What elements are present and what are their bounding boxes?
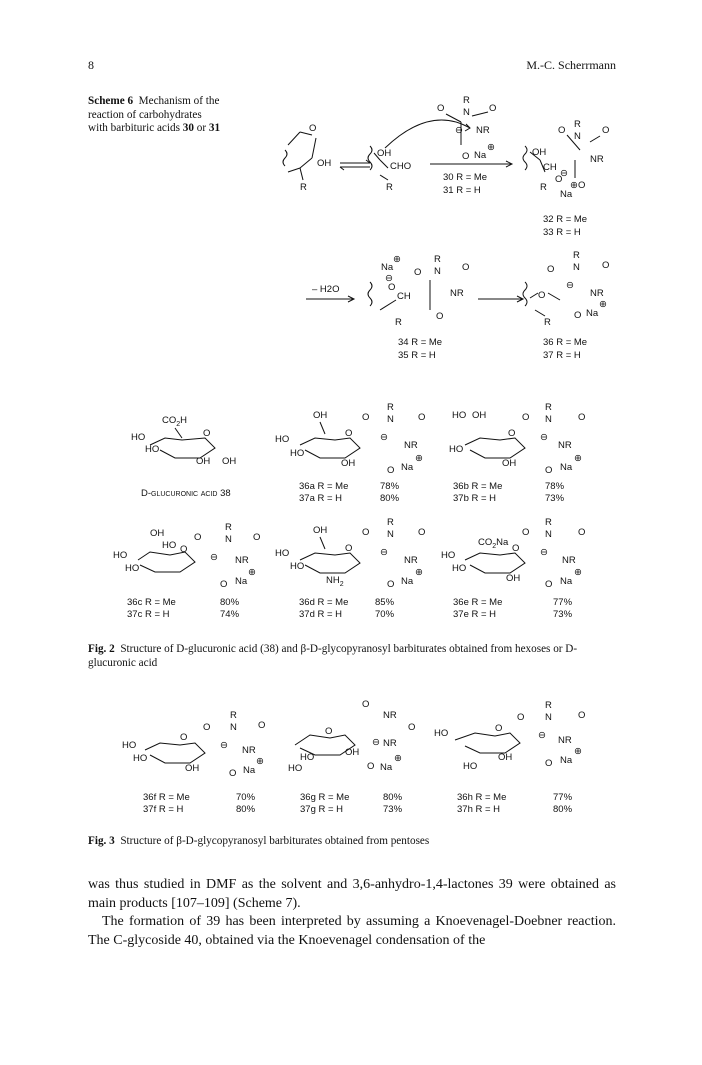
svg-text:NR: NR bbox=[383, 738, 397, 749]
svg-text:O: O bbox=[418, 412, 426, 423]
svg-text:R: R bbox=[434, 254, 441, 265]
svg-text:O: O bbox=[538, 290, 546, 301]
barbiturate-36f-structure bbox=[122, 710, 265, 779]
compound-36h-yield: 77% bbox=[553, 792, 573, 803]
svg-text:N: N bbox=[574, 131, 581, 142]
svg-text:CO2H: $CO_2H$ bbox=[162, 415, 188, 428]
svg-text:CO2Na: $CO_2Na$ bbox=[478, 537, 509, 550]
equilibrium-arrow bbox=[340, 160, 370, 163]
barbiturate-36h-structure bbox=[434, 700, 585, 772]
svg-text:⊕: ⊕ bbox=[487, 142, 495, 153]
intermediate-35-label: 35 R = H bbox=[398, 350, 436, 361]
svg-text:O: O bbox=[180, 544, 188, 555]
barbiturate-36e-structure bbox=[441, 517, 585, 590]
svg-text:OH: OH bbox=[313, 410, 328, 421]
svg-text:NR: NR bbox=[590, 154, 604, 165]
svg-text:HO: HO bbox=[275, 548, 290, 559]
scheme6-caption-line3: with barbituric acids bbox=[88, 122, 183, 134]
compound-36h-code: 36h R = Me bbox=[457, 792, 507, 803]
compound-37c-yield: 74% bbox=[220, 609, 240, 620]
svg-text:HO: HO bbox=[113, 550, 128, 561]
barbiturate-36c-structure bbox=[113, 522, 260, 590]
svg-text:R: R bbox=[545, 402, 552, 413]
scheme6-num1: 30 bbox=[182, 122, 194, 134]
svg-text:HO: HO bbox=[288, 763, 303, 774]
svg-text:⊕: ⊕ bbox=[570, 180, 578, 191]
svg-text:R: R bbox=[300, 182, 307, 193]
svg-text:O: O bbox=[367, 761, 375, 772]
svg-text:R: R bbox=[387, 517, 394, 528]
svg-text:R: R bbox=[544, 317, 551, 328]
svg-text:O: O bbox=[437, 103, 445, 114]
svg-text:NR: NR bbox=[404, 555, 418, 566]
svg-text:HO: HO bbox=[131, 432, 146, 443]
svg-text:OH: OH bbox=[502, 458, 517, 469]
svg-text:HO: HO bbox=[300, 752, 315, 763]
svg-text:HO: HO bbox=[434, 728, 449, 739]
svg-text:O: O bbox=[517, 712, 525, 723]
compound-37b-code: 37b R = H bbox=[453, 493, 497, 504]
fig2-caption: Structure of D-glucuronic acid (38) and β-D-glycopyranosyl barbiturates obtained from hexoses or D-glucuronic acid bbox=[88, 643, 578, 669]
svg-text:Na: Na bbox=[235, 576, 248, 587]
svg-text:O: O bbox=[180, 732, 188, 743]
svg-text:⊕: ⊕ bbox=[599, 299, 607, 310]
svg-text:⊖: ⊖ bbox=[210, 552, 218, 563]
svg-text:O: O bbox=[545, 758, 553, 769]
svg-text:O: O bbox=[545, 579, 553, 590]
dehydration-label: – H2O bbox=[312, 284, 340, 295]
svg-text:N: N bbox=[545, 414, 552, 425]
svg-text:Na: Na bbox=[243, 765, 256, 776]
svg-text:Na: Na bbox=[474, 150, 487, 161]
svg-text:NH2: $NH_2$ bbox=[326, 575, 344, 588]
svg-text:O: O bbox=[547, 264, 555, 275]
compound-36a-yield: 78% bbox=[380, 481, 400, 492]
svg-text:O: O bbox=[555, 174, 563, 185]
svg-text:OH: OH bbox=[222, 456, 237, 467]
compound-37g-code: 37g R = H bbox=[300, 804, 344, 815]
svg-text:OH: OH bbox=[377, 148, 392, 159]
svg-text:CHO: CHO bbox=[390, 161, 412, 172]
svg-text:R: R bbox=[225, 522, 232, 533]
svg-text:NR: NR bbox=[235, 555, 249, 566]
svg-text:HO: HO bbox=[463, 761, 478, 772]
compound-37c-code: 37c R = H bbox=[127, 609, 170, 620]
svg-text:OH: OH bbox=[317, 158, 332, 169]
compound-36f-yield: 70% bbox=[236, 792, 256, 803]
svg-text:O: O bbox=[578, 710, 586, 721]
svg-text:R: R bbox=[573, 250, 580, 261]
svg-text:O: O bbox=[362, 699, 370, 710]
running-author: M.-C. Scherrmann bbox=[526, 58, 616, 72]
svg-text:O: O bbox=[253, 532, 261, 543]
scheme6-hemiacetal-structure bbox=[283, 123, 331, 193]
barbiturate-36d-structure bbox=[275, 517, 425, 590]
svg-text:O: O bbox=[578, 180, 586, 191]
svg-text:R: R bbox=[545, 700, 552, 711]
svg-text:OH: OH bbox=[472, 410, 487, 421]
product-36-37-structure bbox=[523, 250, 609, 328]
svg-text:⊕: ⊕ bbox=[256, 756, 264, 767]
product-32-label: 32 R = Me bbox=[543, 214, 588, 225]
svg-text:OH: OH bbox=[498, 752, 513, 763]
svg-text:⊖: ⊖ bbox=[560, 168, 568, 179]
svg-text:O: O bbox=[574, 310, 582, 321]
adduct-32-33-structure bbox=[523, 119, 609, 200]
glucuronic-acid-label: D-glucuronic acid 38 bbox=[141, 488, 231, 499]
svg-text:Na: Na bbox=[401, 576, 414, 587]
svg-text:NR: NR bbox=[558, 440, 572, 451]
svg-text:O: O bbox=[462, 151, 470, 162]
scheme6-caption-line1: Mechanism of the bbox=[138, 95, 220, 107]
svg-text:O: O bbox=[418, 527, 426, 538]
intermediate-34-label: 34 R = Me bbox=[398, 337, 443, 348]
compound-36g-code: 36g R = Me bbox=[300, 792, 350, 803]
svg-text:O: O bbox=[512, 543, 520, 554]
compound-36b-yield: 78% bbox=[545, 481, 565, 492]
svg-text:R: R bbox=[395, 317, 402, 328]
svg-text:R: R bbox=[545, 517, 552, 528]
svg-text:R: R bbox=[387, 402, 394, 413]
svg-text:O: O bbox=[495, 723, 503, 734]
compound-36a-code: 36a R = Me bbox=[299, 481, 349, 492]
svg-text:R: R bbox=[574, 119, 581, 130]
svg-text:HO: HO bbox=[452, 410, 467, 421]
svg-text:N: N bbox=[463, 107, 470, 118]
svg-text:O: O bbox=[414, 267, 422, 278]
svg-text:OH: OH bbox=[150, 528, 165, 539]
glucuronic-acid-structure bbox=[131, 415, 236, 467]
svg-text:N: N bbox=[545, 529, 552, 540]
svg-text:O: O bbox=[362, 412, 370, 423]
svg-text:HO: HO bbox=[162, 540, 177, 551]
barbiturate-36b-structure bbox=[449, 402, 585, 476]
svg-text:O: O bbox=[362, 527, 370, 538]
fig2-caption-block bbox=[88, 643, 616, 670]
svg-text:N: N bbox=[225, 534, 232, 545]
svg-text:O: O bbox=[522, 412, 530, 423]
svg-text:O: O bbox=[387, 465, 395, 476]
svg-text:O: O bbox=[203, 428, 211, 439]
svg-text:N: N bbox=[573, 262, 580, 273]
svg-text:HO: HO bbox=[145, 444, 160, 455]
svg-text:⊕: ⊕ bbox=[415, 567, 423, 578]
svg-text:R: R bbox=[386, 182, 393, 193]
svg-text:HO: HO bbox=[452, 563, 467, 574]
svg-text:O: O bbox=[578, 527, 586, 538]
svg-text:⊕: ⊕ bbox=[574, 746, 582, 757]
compound-36f-code: 36f R = Me bbox=[143, 792, 190, 803]
svg-text:O: O bbox=[602, 125, 610, 136]
svg-text:Na: Na bbox=[381, 262, 394, 273]
scheme6-title: Scheme 6 bbox=[88, 95, 134, 107]
svg-text:⊕: ⊕ bbox=[415, 453, 423, 464]
svg-text:O: O bbox=[462, 262, 470, 273]
svg-text:HO: HO bbox=[275, 434, 290, 445]
compound-36g-yield: 80% bbox=[383, 792, 403, 803]
svg-text:O: O bbox=[522, 527, 530, 538]
barbiturate-36g-structure bbox=[288, 699, 415, 774]
svg-text:NR: NR bbox=[476, 125, 490, 136]
svg-text:Na: Na bbox=[560, 462, 573, 473]
svg-text:⊖: ⊖ bbox=[380, 547, 388, 558]
svg-text:Na: Na bbox=[560, 755, 573, 766]
compound-36e-yield: 77% bbox=[553, 597, 573, 608]
svg-text:O: O bbox=[345, 543, 353, 554]
compound-37b-yield: 73% bbox=[545, 493, 565, 504]
fig3-caption-block bbox=[88, 835, 616, 849]
svg-text:N: N bbox=[434, 266, 441, 277]
svg-text:OH: OH bbox=[185, 763, 200, 774]
svg-text:NR: NR bbox=[450, 288, 464, 299]
svg-text:HO: HO bbox=[125, 563, 140, 574]
barbiturate-36a-structure bbox=[275, 402, 425, 476]
compound-37d-yield: 70% bbox=[375, 609, 395, 620]
svg-text:⊕: ⊕ bbox=[394, 753, 402, 764]
product-36-label: 36 R = Me bbox=[543, 337, 588, 348]
barbiturate-anion-reagent bbox=[437, 95, 496, 162]
svg-text:O: O bbox=[545, 465, 553, 476]
svg-text:⊖: ⊖ bbox=[540, 547, 548, 558]
compound-36e-code: 36e R = Me bbox=[453, 597, 503, 608]
svg-text:NR: NR bbox=[404, 440, 418, 451]
compound-37g-yield: 73% bbox=[383, 804, 403, 815]
compound-37h-code: 37h R = H bbox=[457, 804, 501, 815]
scheme6-aldehyde-structure bbox=[368, 146, 411, 193]
fig2-label: Fig. 2 bbox=[88, 643, 115, 655]
svg-text:R: R bbox=[463, 95, 470, 106]
svg-text:OH: OH bbox=[532, 147, 547, 158]
svg-text:CH: CH bbox=[543, 162, 557, 173]
svg-text:⊖: ⊖ bbox=[372, 737, 380, 748]
svg-text:O: O bbox=[325, 726, 333, 737]
svg-text:OH: OH bbox=[313, 525, 328, 536]
product-37-label: 37 R = H bbox=[543, 350, 581, 361]
svg-text:N: N bbox=[230, 722, 237, 733]
svg-text:O: O bbox=[408, 722, 416, 733]
svg-text:O: O bbox=[309, 123, 317, 134]
compound-37a-yield: 80% bbox=[380, 493, 400, 504]
compound-36b-code: 36b R = Me bbox=[453, 481, 503, 492]
svg-text:O: O bbox=[388, 282, 396, 293]
svg-text:HO: HO bbox=[449, 444, 464, 455]
scheme6-caption-line2: reaction of carbohydrates bbox=[88, 108, 202, 121]
compound-36c-yield: 80% bbox=[220, 597, 240, 608]
svg-text:OH: OH bbox=[506, 573, 521, 584]
compound-36d-code: 36d R = Me bbox=[299, 597, 349, 608]
svg-text:NR: NR bbox=[562, 555, 576, 566]
svg-text:N: N bbox=[387, 414, 394, 425]
svg-text:O: O bbox=[558, 125, 566, 136]
scheme6-num2: 31 bbox=[208, 122, 221, 134]
svg-text:O: O bbox=[489, 103, 497, 114]
svg-text:OH: OH bbox=[196, 456, 211, 467]
intermediate-34-35-structure bbox=[368, 254, 469, 328]
svg-text:⊖: ⊖ bbox=[220, 740, 228, 751]
svg-text:O: O bbox=[229, 768, 237, 779]
svg-text:HO: HO bbox=[441, 550, 456, 561]
svg-text:NR: NR bbox=[558, 735, 572, 746]
reagent-30-label: 30 R = Me bbox=[443, 172, 488, 183]
scheme6-caption-or: or bbox=[193, 122, 209, 134]
body-paragraph-1: was thus studied in DMF as the solvent and 3,6-anhydro-1,4-lactones 39 were obtained as main products [107–109] (Scheme 7). bbox=[88, 877, 616, 911]
svg-text:⊖: ⊖ bbox=[380, 432, 388, 443]
reagent-31-label: 31 R = H bbox=[443, 185, 481, 196]
svg-text:Na: Na bbox=[560, 576, 573, 587]
body-paragraph-2: The formation of 39 has been interpreted by assuming a Knoevenagel-Doebner reaction. The C-glycoside 40, obtained via the Knoevenagel condensation of the bbox=[88, 914, 616, 948]
svg-text:OH: OH bbox=[341, 458, 356, 469]
fig3-label: Fig. 3 bbox=[88, 835, 115, 847]
svg-text:Na: Na bbox=[380, 762, 393, 773]
svg-text:O: O bbox=[508, 428, 516, 439]
svg-text:CH: CH bbox=[397, 291, 411, 302]
page-number: 8 bbox=[88, 58, 94, 72]
svg-text:O: O bbox=[258, 720, 266, 731]
svg-text:R: R bbox=[540, 182, 547, 193]
svg-text:HO: HO bbox=[290, 448, 305, 459]
svg-text:O: O bbox=[345, 428, 353, 439]
svg-text:Na: Na bbox=[401, 462, 414, 473]
svg-text:R: R bbox=[230, 710, 237, 721]
svg-text:O: O bbox=[578, 412, 586, 423]
svg-text:⊕: ⊕ bbox=[574, 453, 582, 464]
svg-text:O: O bbox=[194, 532, 202, 543]
compound-37a-code: 37a R = H bbox=[299, 493, 343, 504]
compound-36d-yield: 85% bbox=[375, 597, 395, 608]
svg-text:Na: Na bbox=[586, 308, 599, 319]
compound-36c-code: 36c R = Me bbox=[127, 597, 176, 608]
svg-text:N: N bbox=[387, 529, 394, 540]
svg-text:NR: NR bbox=[242, 745, 256, 756]
compound-37f-code: 37f R = H bbox=[143, 804, 184, 815]
compound-37e-code: 37e R = H bbox=[453, 609, 497, 620]
compound-37d-code: 37d R = H bbox=[299, 609, 343, 620]
svg-text:⊖: ⊖ bbox=[566, 280, 574, 291]
fig3-caption: Structure of β-D-glycopyranosyl barbiturates obtained from pentoses bbox=[120, 835, 430, 847]
svg-text:O: O bbox=[602, 260, 610, 271]
svg-text:⊖: ⊖ bbox=[538, 730, 546, 741]
svg-text:HO: HO bbox=[133, 753, 148, 764]
svg-text:⊕: ⊕ bbox=[393, 254, 401, 265]
svg-text:HO: HO bbox=[290, 561, 305, 572]
compound-37h-yield: 80% bbox=[553, 804, 573, 815]
svg-text:⊖: ⊖ bbox=[540, 432, 548, 443]
svg-text:Na: Na bbox=[560, 189, 573, 200]
svg-text:⊖: ⊖ bbox=[385, 273, 393, 284]
svg-text:HO: HO bbox=[122, 740, 137, 751]
svg-text:O: O bbox=[387, 579, 395, 590]
svg-text:N: N bbox=[545, 712, 552, 723]
product-33-label: 33 R = H bbox=[543, 227, 581, 238]
svg-text:O: O bbox=[436, 311, 444, 322]
compound-37e-yield: 73% bbox=[553, 609, 573, 620]
svg-text:O: O bbox=[220, 579, 228, 590]
svg-text:⊕: ⊕ bbox=[574, 567, 582, 578]
svg-text:NR: NR bbox=[590, 288, 604, 299]
svg-text:⊕: ⊕ bbox=[248, 567, 256, 578]
svg-text:⊖: ⊖ bbox=[455, 125, 463, 136]
svg-text:NR: NR bbox=[383, 710, 397, 721]
compound-37f-yield: 80% bbox=[236, 804, 256, 815]
svg-text:OH: OH bbox=[345, 747, 360, 758]
svg-text:O: O bbox=[203, 722, 211, 733]
